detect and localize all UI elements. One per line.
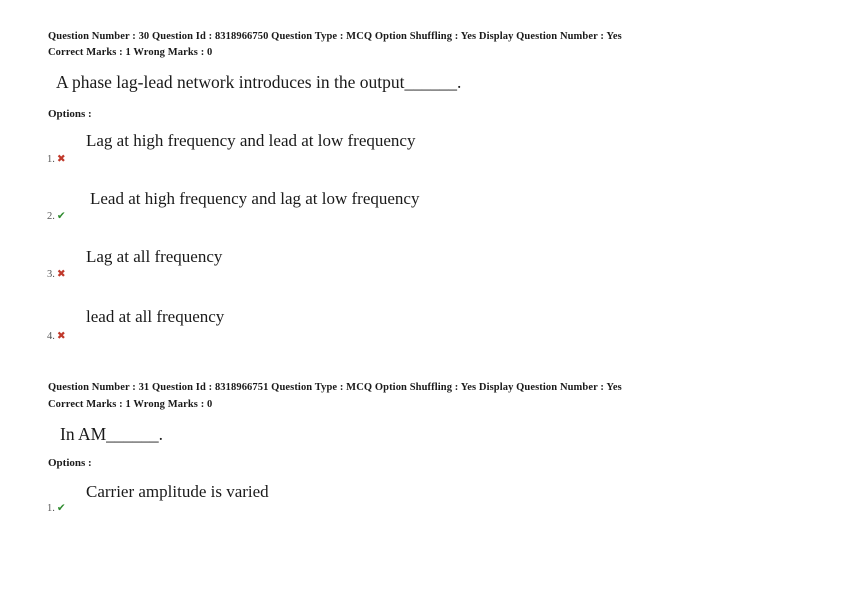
option-text: Lag at high frequency and lead at low frequency — [86, 131, 416, 150]
check-icon: ✔ — [56, 503, 66, 514]
cross-icon: ✖ — [56, 269, 66, 280]
option-number-label: 1. — [47, 154, 55, 165]
question-header: Question Number : 30 Question Id : 8318966750 Question Type : MCQ Option Shuffling : Yes Display Question Number : Yes — [48, 31, 622, 42]
marks-line: Correct Marks : 1 Wrong Marks : 0 — [48, 399, 213, 410]
option-number-label: 1. — [47, 503, 55, 514]
option-number — [47, 268, 66, 280]
option-number — [47, 153, 66, 165]
cross-icon: ✖ — [56, 154, 66, 165]
option-text: Carrier amplitude is varied — [86, 482, 269, 501]
cross-icon: ✖ — [56, 331, 66, 342]
option-number-label: 3. — [47, 269, 55, 280]
options-label: Options : — [48, 108, 92, 120]
question-text: In AM______. — [60, 424, 164, 444]
marks-line: Correct Marks : 1 Wrong Marks : 0 — [48, 47, 213, 58]
question-header: Question Number : 31 Question Id : 8318966751 Question Type : MCQ Option Shuffling : Yes Display Question Number : Yes — [48, 382, 622, 393]
option-text: Lead at high frequency and lag at low frequency — [90, 189, 420, 208]
option-number-label: 4. — [47, 331, 55, 342]
option-number — [47, 502, 66, 514]
question-text: A phase lag-lead network introduces in the output______. — [56, 72, 462, 92]
option-number — [47, 210, 66, 222]
option-number-label: 2. — [47, 211, 55, 222]
check-icon: ✔ — [56, 211, 66, 222]
option-number — [47, 330, 66, 342]
options-label: Options : — [48, 457, 92, 469]
option-text: lead at all frequency — [86, 307, 225, 326]
option-text: Lag at all frequency — [86, 247, 223, 266]
